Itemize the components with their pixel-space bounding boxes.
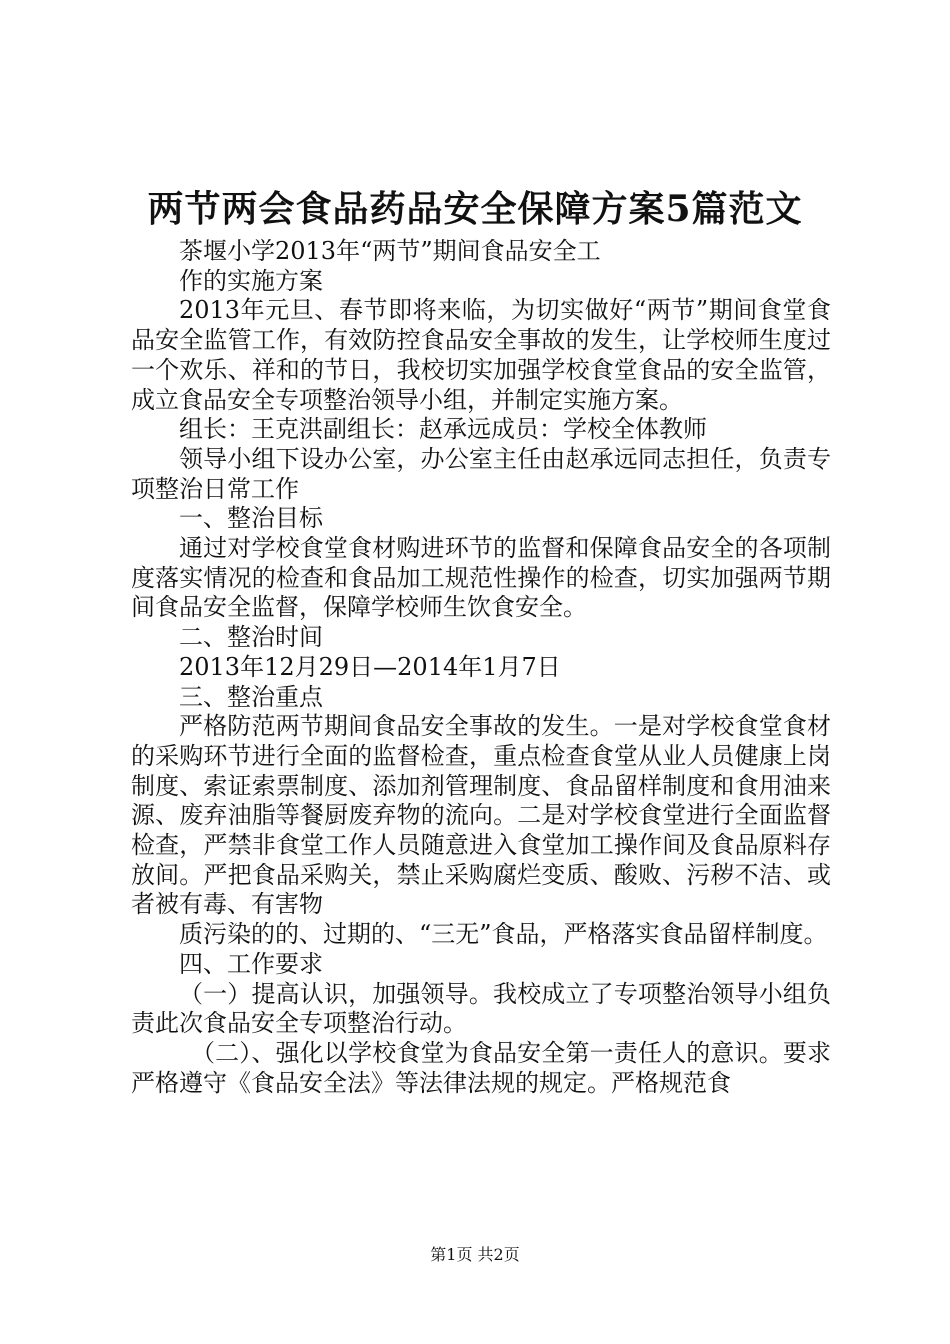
paragraph-requirement-1: （一）提高认识，加强领导。我校成立了专项整治领导小组负责此次食品安全专项整治行动。 xyxy=(131,979,831,1038)
paragraph-focus-cont: 质污染的的、过期的、“三无”食品，严格落实食品留样制度。 xyxy=(179,920,828,949)
document-title: 两节两会食品药品安全保障方案5篇范文 xyxy=(147,188,803,230)
paragraph-time: 2013年12月29日—2014年1月7日 xyxy=(179,652,561,681)
heading-requirements: 四、工作要求 xyxy=(179,949,323,978)
paragraph-team: 组长：王克洪副组长：赵承远成员：学校全体教师 xyxy=(179,415,707,444)
paragraph-goal: 通过对学校食堂食材购进环节的监督和保障食品安全的各项制度落实情况的检查和食品加工规范性操作的检查，切实加强两节期间食品安全监督，保障学校师生饮食安全。 xyxy=(131,534,831,622)
paragraph-subtitle-line1: 茶堰小学2013年“两节”期间食品安全工 xyxy=(179,237,601,265)
page-footer: 第1页 共2页 xyxy=(430,1245,520,1264)
document-body xyxy=(131,237,831,1098)
paragraph-office: 领导小组下设办公室，办公室主任由赵承远同志担任，负责专项整治日常工作 xyxy=(131,444,831,503)
paragraph-intro: 2013年元旦、春节即将来临，为切实做好“两节”期间食堂食品安全监管工作，有效防控食品安全事故的发生，让学校师生度过一个欢乐、祥和的节日，我校切实加强学校食堂食品的安全监管，成立食品安全专项整治领导小组，并制定实施方案。 xyxy=(131,296,831,414)
heading-goal: 一、整治目标 xyxy=(179,504,323,533)
heading-time: 二、整治时间 xyxy=(179,623,323,652)
paragraph-focus: 严格防范两节期间食品安全事故的发生。一是对学校食堂食材的采购环节进行全面的监督检查，重点检查食堂从业人员健康上岗制度、索证索票制度、添加剂管理制度、食品留样制度和食用油来源、废弃油脂等餐厨废弃物的流向。二是对学校食堂进行全面监督检查，严禁非食堂工作人员随意进入食堂加工操作间及食品原料存放间。严把食品采购关，禁止采购腐烂变质、酸败、污秽不洁、或者被有毒、有害物 xyxy=(131,712,831,919)
heading-focus: 三、整治重点 xyxy=(179,682,323,711)
paragraph-subtitle-line2: 作的实施方案 xyxy=(179,266,323,295)
paragraph-requirement-2: （二）、强化以学校食堂为食品安全第一责任人的意识。要求严格遵守《食品安全法》等法律法规的规定。严格规范食 xyxy=(131,1038,831,1097)
